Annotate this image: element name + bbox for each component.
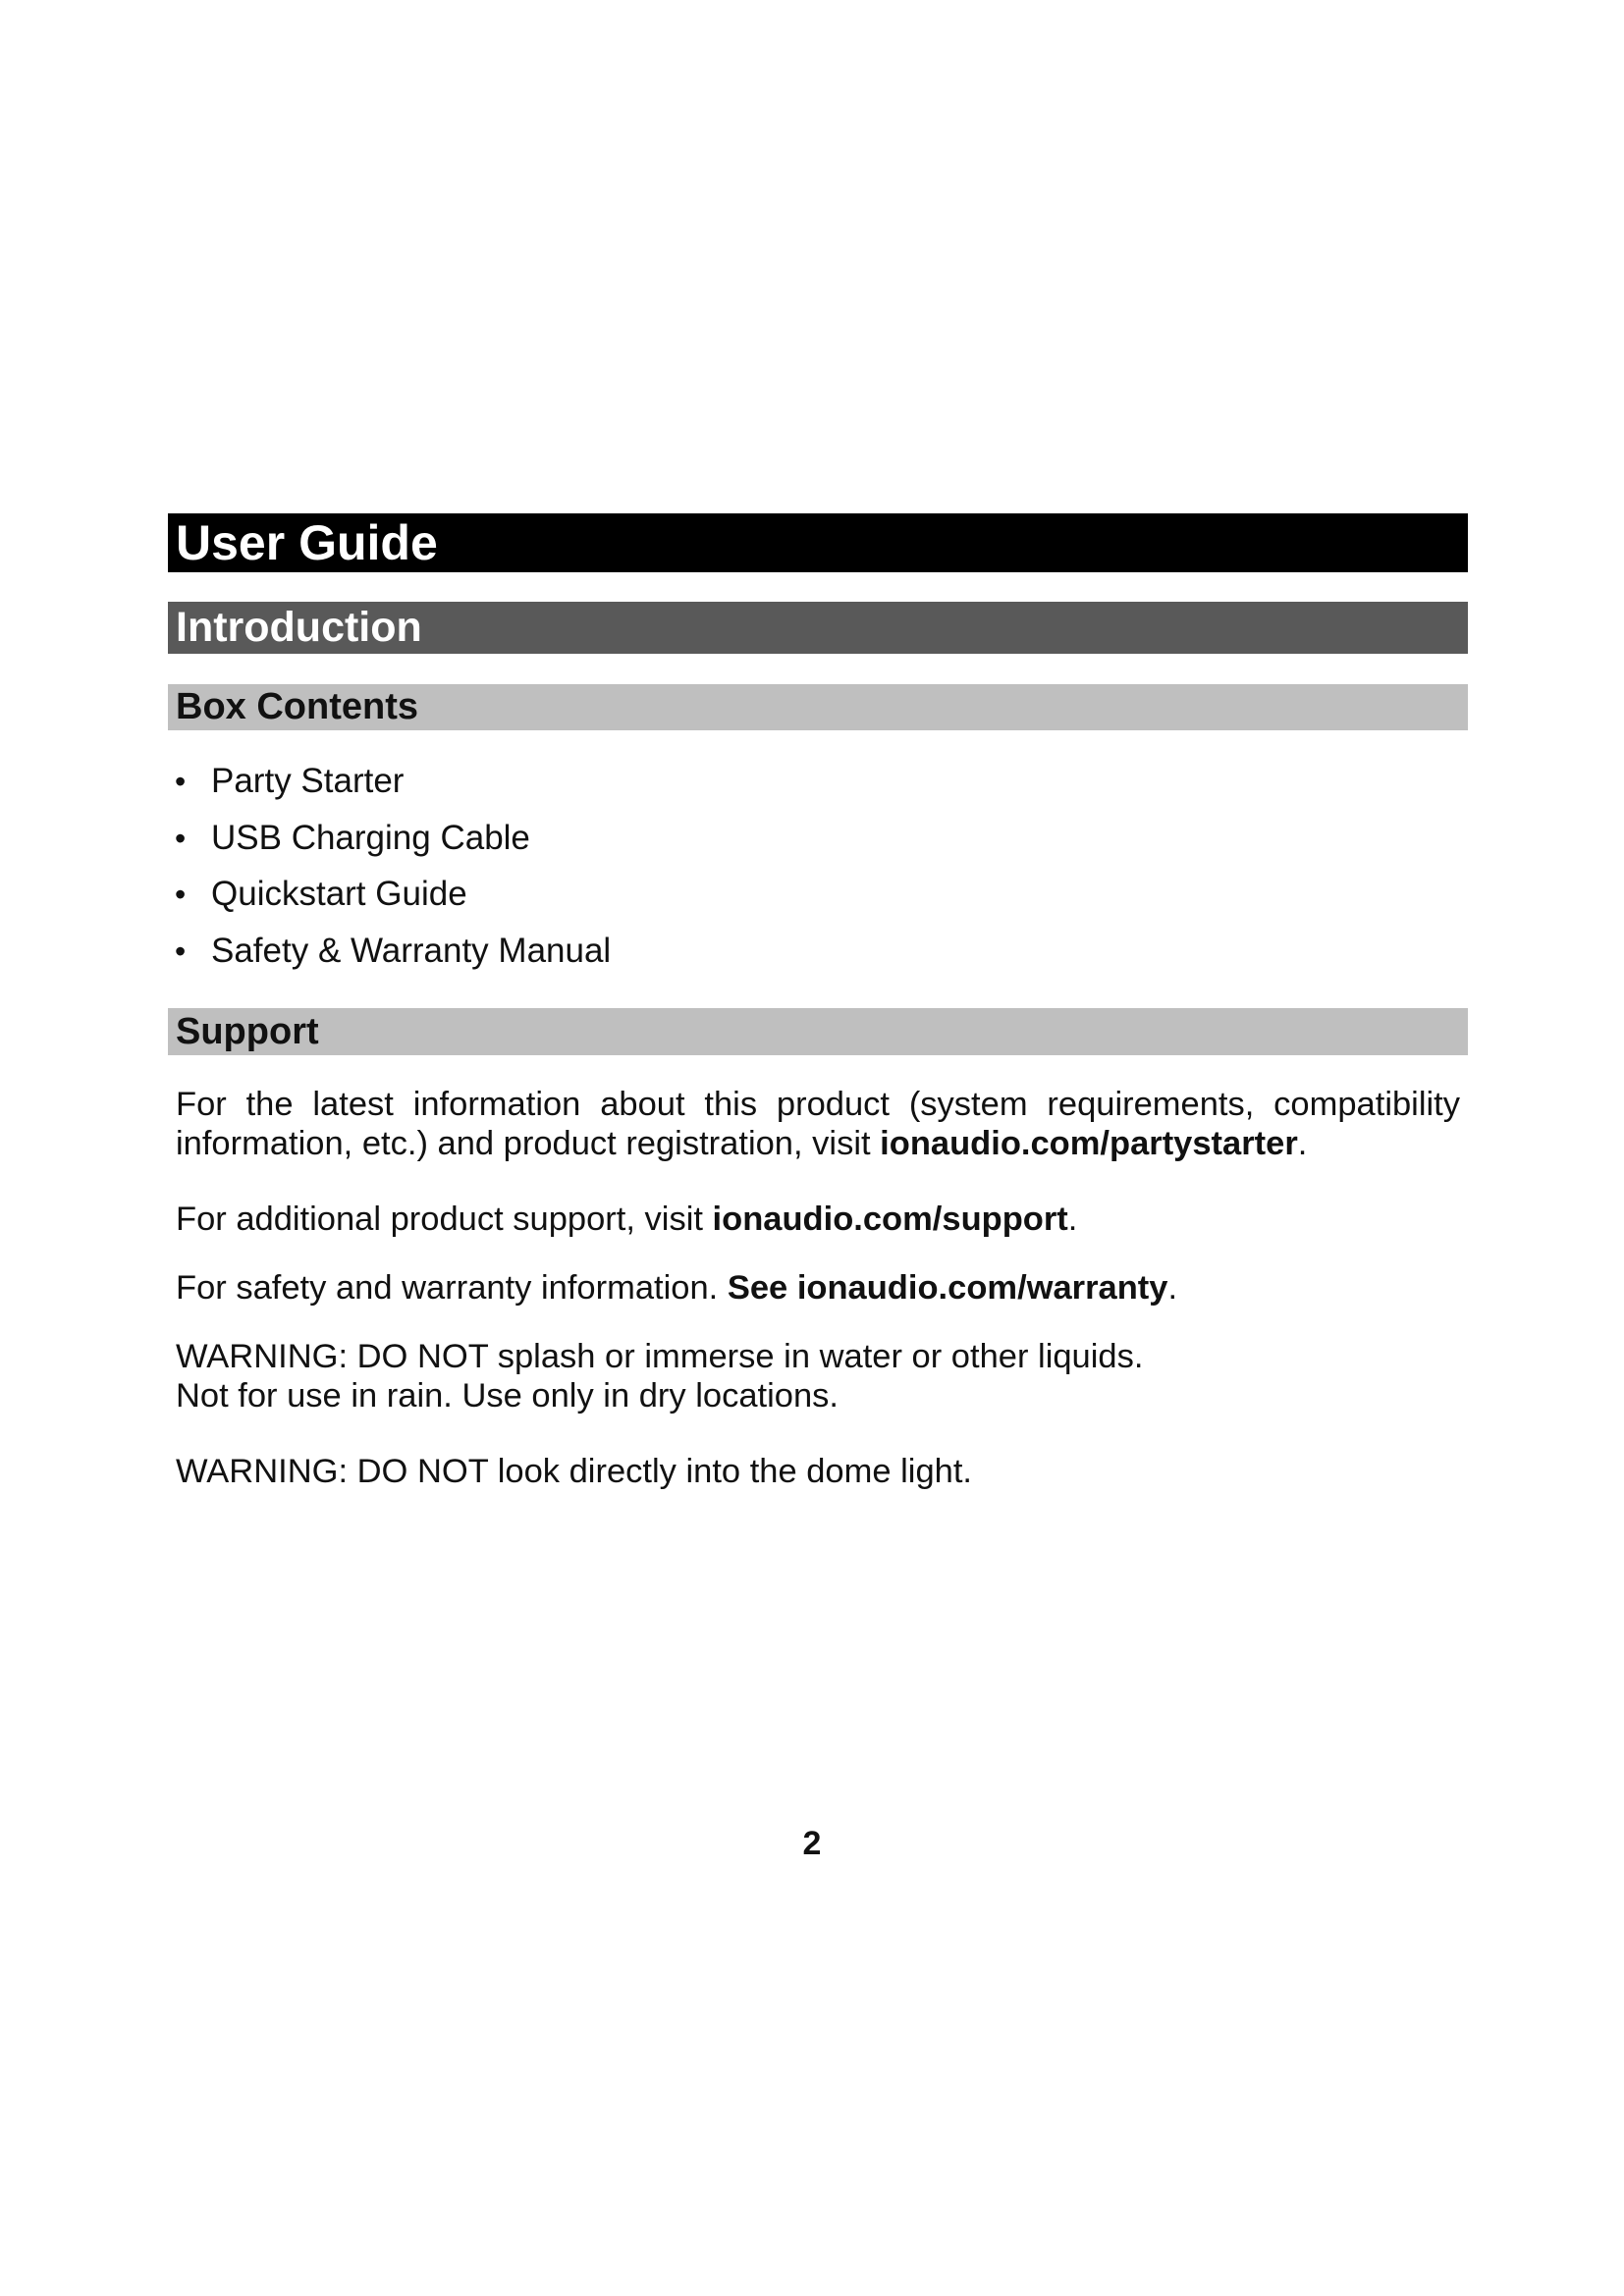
support-paragraph-additional: For additional product support, visit ionaudio.com/support. — [176, 1201, 1078, 1238]
product-page-link[interactable]: ionaudio.com/partystarter — [880, 1125, 1298, 1162]
box-contents-list — [168, 756, 1468, 982]
page-number: 2 — [802, 1825, 822, 1862]
bullet-icon: • — [175, 933, 187, 969]
warning-line: WARNING: DO NOT splash or immerse in water or other liquids. — [176, 1338, 1144, 1375]
list-item-text: Party Starter — [211, 762, 405, 800]
subsection-heading-box-contents: Box Contents — [168, 684, 1468, 730]
list-item — [168, 813, 1468, 870]
support-text: For the latest information about this product (system requirements, compatibility information, etc.) and product registration, visit — [176, 1086, 1460, 1162]
support-link[interactable]: ionaudio.com/support — [712, 1201, 1068, 1238]
list-item — [168, 926, 1468, 983]
bullet-icon: • — [175, 877, 187, 912]
list-item-text: Quickstart Guide — [211, 875, 467, 913]
support-text: For additional product support, visit — [176, 1201, 703, 1238]
page-title: User Guide — [168, 513, 1468, 572]
section-heading-introduction: Introduction — [168, 602, 1468, 654]
warning-line: Not for use in rain. Use only in dry locations. — [176, 1377, 839, 1415]
warning-water — [176, 1337, 1460, 1415]
warranty-link[interactable]: See ionaudio.com/warranty — [727, 1269, 1168, 1307]
list-item-text: USB Charging Cable — [211, 818, 530, 857]
warning-line: WARNING: DO NOT look directly into the dome light. — [176, 1453, 973, 1490]
support-paragraph-warranty: For safety and warranty information. See ionaudio.com/warranty. — [176, 1269, 1178, 1307]
bullet-icon: • — [175, 820, 187, 856]
support-paragraph-latest-info: For the latest information about this product (system requirements, compatibility information, etc.) and product registration, visit ionaudio.com/partystarter. — [176, 1086, 1460, 1162]
warning-light — [176, 1452, 1460, 1491]
subsection-heading-support: Support — [168, 1008, 1468, 1055]
bullet-icon: • — [175, 764, 187, 799]
support-text: For safety and warranty information. — [176, 1269, 719, 1307]
list-item — [168, 756, 1468, 813]
list-item — [168, 869, 1468, 926]
list-item-text: Safety & Warranty Manual — [211, 931, 612, 970]
